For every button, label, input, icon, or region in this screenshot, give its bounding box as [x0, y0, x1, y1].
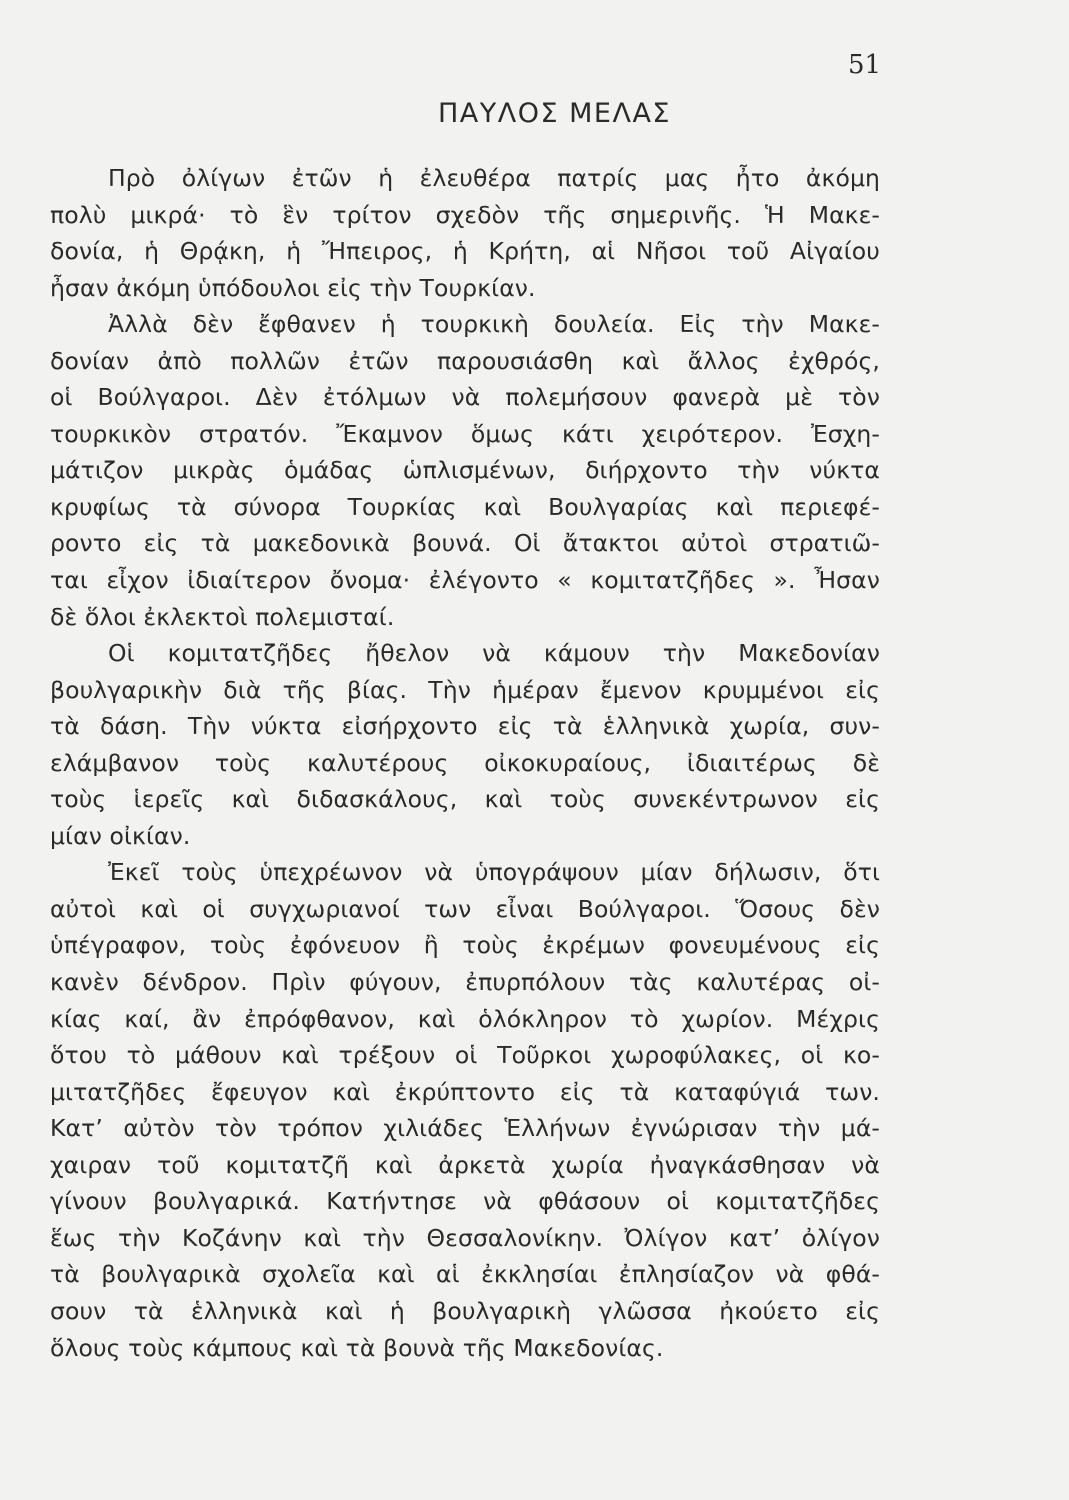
page-number: 51	[848, 50, 882, 80]
text-line: Πρὸ ὀλίγων ἐτῶν ἡ ἐλευθέρα πατρίς μας ἦτο ἀκόμη	[108, 164, 880, 192]
text-line: ὅτου τὸ μάθουν καὶ τρέξουν οἱ Τοῦρκοι χωροφύλακες, οἱ κο-	[50, 1041, 880, 1070]
text-line: αὐτοὶ καὶ οἱ συγχωριανοί των εἶναι Βούλγαροι. Ὅσους δὲν	[50, 894, 880, 923]
paragraph	[50, 306, 880, 635]
text-line: κανὲν δένδρον. Πρὶν φύγουν, ἐπυρπόλουν τὰς καλυτέρας οἰ-	[50, 968, 880, 997]
text-line: ὅλους τοὺς κάμπους καὶ τὰ βουνὰ τῆς Μακεδονίας.	[50, 1333, 664, 1362]
text-line: δονίαν ἀπὸ πολλῶν ἐτῶν παρουσιάσθη καὶ ἄλλος ἐχθρός,	[50, 346, 880, 375]
text-line: τὰ δάση. Τὴν νύκτα εἰσήρχοντο εἰς τὰ ἑλληνικὰ χωρία, συν-	[50, 712, 880, 741]
paragraph	[50, 160, 880, 306]
text-line: ὑπέγραφον, τοὺς ἐφόνευον ἢ τοὺς ἐκρέμων φονευμένους εἰς	[50, 931, 880, 960]
text-line: γίνουν βουλγαρικά. Κατήντησε νὰ φθάσουν οἱ κομιτατζῆδες	[50, 1187, 880, 1216]
text-line: μάτιζον μικρὰς ὁμάδας ὡπλισμένων, διήρχοντο τὴν νύκτα	[50, 456, 880, 485]
text-line: βουλγαρικὴν διὰ τῆς βίας. Τὴν ἡμέραν ἔμενον κρυμμένοι εἰς	[50, 675, 880, 704]
paragraph	[50, 854, 880, 1366]
text-line: πολὺ μικρά· τὸ ἓν τρίτον σχεδὸν τῆς σημερινῆς. Ἡ Μακε-	[50, 200, 880, 229]
text-line: Κατ’ αὐτὸν τὸν τρόπον χιλιάδες Ἑλλήνων ἐγνώρισαν τὴν μά-	[50, 1114, 880, 1143]
text-line: τοὺς ἱερεῖς καὶ διδασκάλους, καὶ τοὺς συνεκέντρωνον εἰς	[50, 785, 880, 814]
text-line: ροντο εἰς τὰ μακεδονικὰ βουνά. Οἱ ἄτακτοι αὐτοὶ στρατιῶ-	[50, 529, 880, 558]
text-line: ἦσαν ἀκόμη ὑπόδουλοι εἰς τὴν Τουρκίαν.	[50, 273, 536, 302]
paragraph	[50, 635, 880, 854]
text-line: τὰ βουλγαρικὰ σχολεῖα καὶ αἱ ἐκκλησίαι ἐπλησίαζον νὰ φθά-	[50, 1260, 880, 1289]
text-line: σουν τὰ ἑλληνικὰ καὶ ἡ βουλγαρικὴ γλῶσσα ἠκούετο εἰς	[50, 1296, 880, 1325]
text-line: Ἐκεῖ τοὺς ὑπεχρέωνον νὰ ὑπογράψουν μίαν δήλωσιν, ὅτι	[108, 858, 880, 887]
text-line: δὲ ὅλοι ἐκλεκτοὶ πολεμισταί.	[50, 602, 395, 631]
text-line: χαιραν τοῦ κομιτατζῆ καὶ ἀρκετὰ χωρία ἠναγκάσθησαν νὰ	[50, 1150, 880, 1179]
body-text	[50, 160, 880, 1366]
text-line: οἱ Βούλγαροι. Δὲν ἐτόλμων νὰ πολεμήσουν φανερὰ μὲ τὸν	[50, 383, 880, 412]
text-line: ται εἶχον ἰδιαίτερον ὄνομα· ἐλέγοντο « κομιτατζῆδες ». Ἦσαν	[50, 566, 880, 595]
page-title: ΠΑΥΛΟΣ ΜΕΛΑΣ	[438, 98, 671, 129]
text-line: μιτατζῆδες ἔφευγον καὶ ἐκρύπτοντο εἰς τὰ καταφύγιά των.	[50, 1077, 880, 1106]
text-line: ελάμβανον τοὺς καλυτέρους οἰκοκυραίους, ἰδιαιτέρως δὲ	[50, 748, 880, 777]
text-line: Ἀλλὰ δὲν ἔφθανεν ἡ τουρκικὴ δουλεία. Εἰς τὴν Μακε-	[108, 310, 880, 339]
text-line: κρυφίως τὰ σύνορα Τουρκίας καὶ Βουλγαρίας καὶ περιεφέ-	[50, 492, 880, 521]
text-line: μίαν οἰκίαν.	[50, 821, 191, 850]
text-line: κίας καί, ἂν ἐπρόφθανον, καὶ ὁλόκληρον τὸ χωρίον. Μέχρις	[50, 1004, 880, 1033]
text-line: ἕως τὴν Κοζάνην καὶ τὴν Θεσσαλονίκην. Ὀλίγον κατ’ ὀλίγον	[50, 1223, 880, 1252]
text-line: δονία, ἡ Θρᾴκη, ἡ Ἤπειρος, ἡ Κρήτη, αἱ Νῆσοι τοῦ Αἰγαίου	[50, 237, 880, 266]
text-line: Οἱ κομιτατζῆδες ἤθελον νὰ κάμουν τὴν Μακεδονίαν	[108, 639, 880, 668]
text-line: τουρκικὸν στρατόν. Ἔκαμνον ὅμως κάτι χειρότερον. Ἐσχη-	[50, 419, 880, 448]
